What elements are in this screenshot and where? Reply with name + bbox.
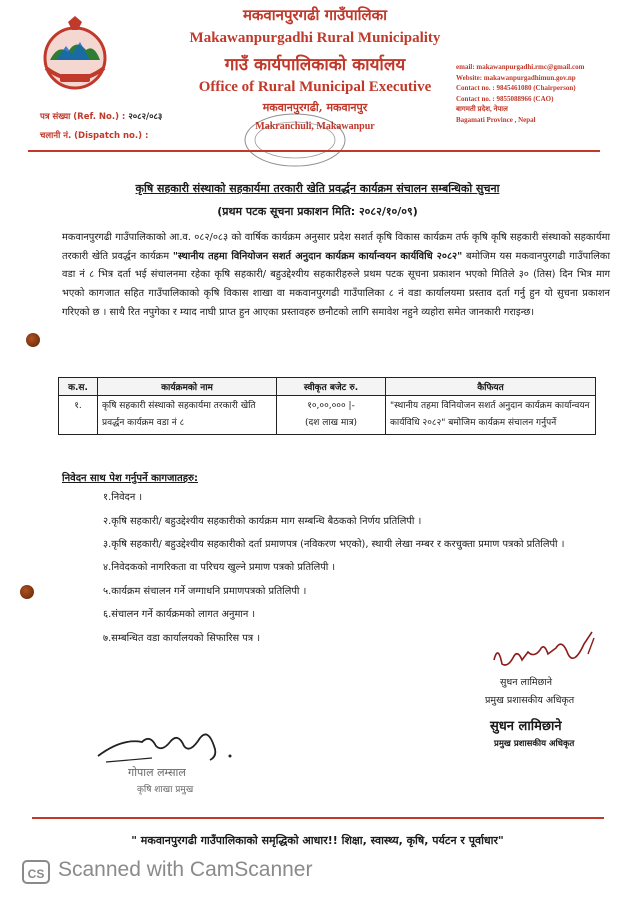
list-item: ६.संचालन गर्ने कार्यक्रमको लागत अनुमान । [103, 609, 256, 620]
contact-website: Website: makawanpurgadhimun.gov.np [456, 73, 576, 82]
table-header-remark: कैफियत [386, 378, 596, 396]
contact-province-nepali: बागमती प्रदेश, नेपाल [456, 105, 508, 114]
list-item: १.निवेदन । [103, 492, 143, 503]
municipality-emblem-icon [38, 16, 112, 96]
section-head-name: गोपाल लम्साल [128, 766, 186, 779]
signatory-title: प्रमुख प्रशासकीय अधिकृत [485, 695, 575, 706]
letterhead-place-nepali: मकवानपुरगढी, मकवानपुर [262, 101, 368, 114]
contact-email: email: makawanpurgadhi.rmc@gmail.com [456, 63, 585, 71]
notice-para-guideline: "स्थानीय तहमा विनियोजन सशर्त अनुदान कार्यक्रम कार्यान्वयन कार्यविधि २०८२" [172, 250, 463, 262]
letterhead-office-english: Office of Rural Municipal Executive [198, 79, 432, 95]
signature-right-icon [488, 624, 608, 674]
table-header-sn: क.स. [59, 378, 98, 396]
contact-cao: Contact no. : 9855088966 (CAO) [456, 94, 554, 103]
row-budget-words: (दश लाख मात्र) [304, 418, 358, 428]
row-name: कृषि सहकारी संस्थाको सहकार्यमा तरकारी खेति प्रवर्द्धन कार्यक्रम वडा नं ८ [98, 396, 277, 435]
table-header-budget: स्वीकृत बजेट रु. [277, 378, 386, 396]
letterhead-place-english: Makranchuli, Makawanpur [255, 121, 375, 132]
signatory-name: सुधन लामिछाने [500, 677, 552, 688]
documents-heading: निवेदन साथ पेश गर्नुपर्ने कागजातहरु: [62, 473, 199, 484]
letterhead-name-nepali: मकवानपुरगढी गाउँपालिका [242, 6, 388, 24]
list-item: ४.निवेदकको नागरिकता वा परिचय खुल्ने प्रमाण पत्रको प्रतिलिपी । [103, 562, 336, 573]
ref-value: २०८२/०८३ [128, 112, 163, 122]
header-divider [28, 150, 600, 152]
notice-para-part-a: मकवानपुरगढी गाउँपालिकाको आ.व. ०८२/०८३ को वार्षिक कार्यक्रम अनुसार प्रदेश सशर्त कृषि विकास कार्यक्रम तर्फ कृषि कृषि सहकारी संस्थाको सहकार्यमा तरकारी खेति प्रवर्द्धन कार्यक्रम [62, 232, 610, 262]
stamp-title: प्रमुख प्रशासकीय अधिकृत [494, 739, 575, 749]
list-item: ५.कार्यक्रम संचालन गर्ने जग्गाधनि प्रमाणपत्रको प्रतिलिपी । [103, 585, 307, 597]
binder-hole-icon [26, 333, 40, 347]
letterhead-office-nepali: गाउँ कार्यपालिकाको कार्यालय [224, 55, 406, 75]
contact-province-english: Bagamati Province , Nepal [456, 115, 536, 124]
ref-label: पत्र संख्या (Ref. No.) : [40, 112, 126, 122]
row-sn: १. [59, 396, 98, 435]
binder-hole-icon [20, 585, 34, 599]
list-item: ७.सम्बन्धित वडा कार्यालयको सिफारिस पत्र । [103, 632, 261, 644]
signature-left-icon [92, 716, 242, 771]
notice-subtitle: (प्रथम पटक सूचना प्रकाशन मिति: २०८२/१०/०९) [217, 205, 418, 218]
scanner-watermark: Scanned with CamScanner [58, 858, 313, 881]
reference-block [40, 108, 162, 146]
contact-block [456, 62, 626, 126]
camscanner-icon: CS [22, 860, 50, 884]
table-row [59, 396, 596, 435]
list-item: ३.कृषि सहकारी/ बहुउद्देश्यीय सहकारीको दर्ता प्रमाणपत्र (नविकरण भएको), स्थायी लेखा नम्बर र करचुक्ता प्रमाण पत्रको प्रतिलिपी । [103, 539, 565, 550]
notice-para-part-c: बमोजिम यस मकवानपुरगढी गाउँपालिका वडा नं ८ भित्र दर्ता भई संचालनमा रहेका कृषि सहकारी/ बहुउद्देश्यीय सहकारीहरुले प्रथम पटक सूचना प्रकाशन भएको मितिले ३० (तिस) दिन भित्र माग भएको कागजात सहित गाउँपालिकाको कृषि विकास शाखा वा मकवानपुरगढी गाउँपालिका ८ नं वडा कार्यालयमा प्रस्ताव दर्ता गर्नु हुन यो सुचना प्रकाशन गरिएको छ । साथै रित नपुगेका र म्याद नाघी प्राप्त हुन आएका प्रस्तावहरु छनौटको लागि समावेश नहुने व्यहोरा समेत जानकारी गराइन्छ। [62, 250, 610, 318]
notice-title: कृषि सहकारी संस्थाको सहकार्यमा तरकारी खेति प्रवर्द्धन कार्यक्रम संचालन सम्बन्धिको सुचना [135, 182, 500, 195]
program-table [58, 377, 596, 435]
dispatch-label: चलानी नं. (Dispatch no.) : [40, 131, 149, 141]
contact-chairperson: Contact no. : 9845461080 (Chairperson) [456, 84, 576, 93]
letterhead-name-english: Makawanpurgadhi Rural Municipality [189, 30, 441, 46]
notice-paragraph [62, 229, 610, 323]
footer-divider [32, 817, 604, 819]
section-head-title: कृषि शाखा प्रमुख [137, 785, 194, 795]
table-header-name: कार्यक्रमको नाम [98, 378, 277, 396]
office-stamp-icon [240, 110, 350, 170]
row-remark: "स्थानीय तहमा विनियोजन सशर्त अनुदान कार्यक्रम कार्यान्वयन कार्यविधि २०८२" बमोजिम कार्यक्रम संचालन गर्नुपर्ने [386, 396, 596, 435]
row-budget: १०,००,००० |- [307, 401, 355, 411]
footer-slogan: " मकवानपुरगढी गाउँपालिकाको समृद्धिको आधार!! शिक्षा, स्वास्थ्य, कृषि, पर्यटन र पूर्वाधार" [131, 834, 504, 847]
stamp-name: सुधन लामिछाने [490, 719, 562, 734]
row-budget-cell [277, 396, 386, 435]
list-item: २.कृषि सहकारी/ बहुउद्देश्यीय सहकारीको कार्यक्रम माग सम्बन्धि बैठकको निर्णय प्रतिलिपी । [103, 515, 422, 527]
